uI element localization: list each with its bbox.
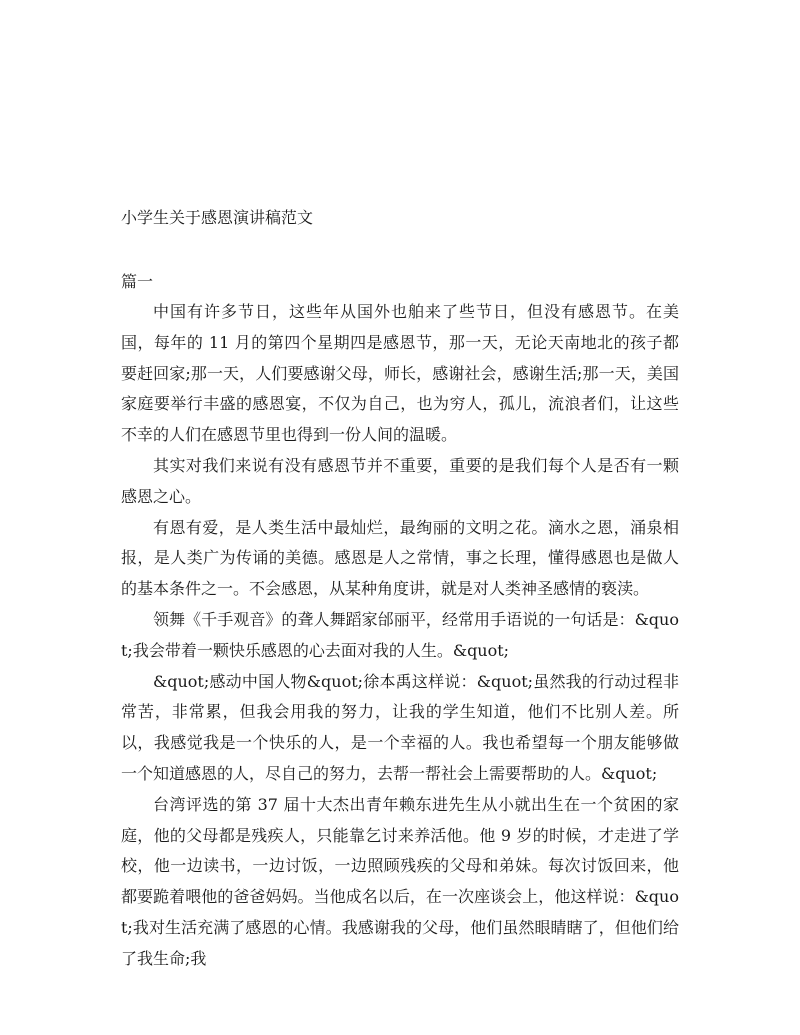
paragraph: 其实对我们来说有没有感恩节并不重要，重要的是我们每个人是否有一颗感恩之心。 — [121, 455, 679, 506]
paragraph: 领舞《千手观音》的聋人舞蹈家邰丽平，经常用手语说的一句话是：&quot;我会带着一颗快乐感恩的心去面对我的人生。&quot; — [121, 609, 679, 660]
paragraph: 有恩有爱，是人类生活中最灿烂，最绚丽的文明之花。滴水之恩，涌泉相报，是人类广为传诵的美德。感恩是人之常情，事之长理，懂得感恩也是做人的基本条件之一。不会感恩，从某种角度讲，就是对人类神圣感情的亵渎。 — [121, 517, 679, 599]
document-body — [121, 297, 679, 975]
document-title: 小学生关于感恩演讲稿范文 — [121, 208, 314, 227]
paragraph: &quot;感动中国人物&quot;徐本禹这样说：&quot;虽然我的行动过程非常苦，非常累，但我会用我的努力，让我的学生知道，他们不比别人差。所以，我感觉我是一个快乐的人，是一个幸福的人。我也希望每一个朋友能够做一个知道感恩的人，尽自己的努力，去帮一帮社会上需要帮助的人。&quot; — [121, 671, 679, 783]
section-heading: 篇一 — [121, 272, 154, 291]
paragraph: 中国有许多节日，这些年从国外也舶来了些节日，但没有感恩节。在美国，每年的 11 月的第四个星期四是感恩节，那一天，无论天南地北的孩子都要赶回家;那一天，人们要感谢父母，师长，感谢社会，感谢生活;那一天，美国家庭要举行丰盛的感恩宴，不仅为自己，也为穷人，孤儿，流浪者们，让这些不幸的人们在感恩节里也得到一份人间的温暖。 — [121, 302, 679, 445]
paragraph: 台湾评选的第 37 届十大杰出青年赖东进先生从小就出生在一个贫困的家庭，他的父母都是残疾人，只能靠乞讨来养活他。他 9 岁的时候，才走进了学校，他一边读书，一边讨饭，一边照顾残疾的父母和弟妹。每次讨饭回来，他都要跪着喂他的爸爸妈妈。当他成名以后，在一次座谈会上，他这样说：&quot;我对生活充满了感恩的心情。我感谢我的父母，他们虽然眼睛瞎了，但他们给了我生命;我 — [121, 794, 679, 968]
